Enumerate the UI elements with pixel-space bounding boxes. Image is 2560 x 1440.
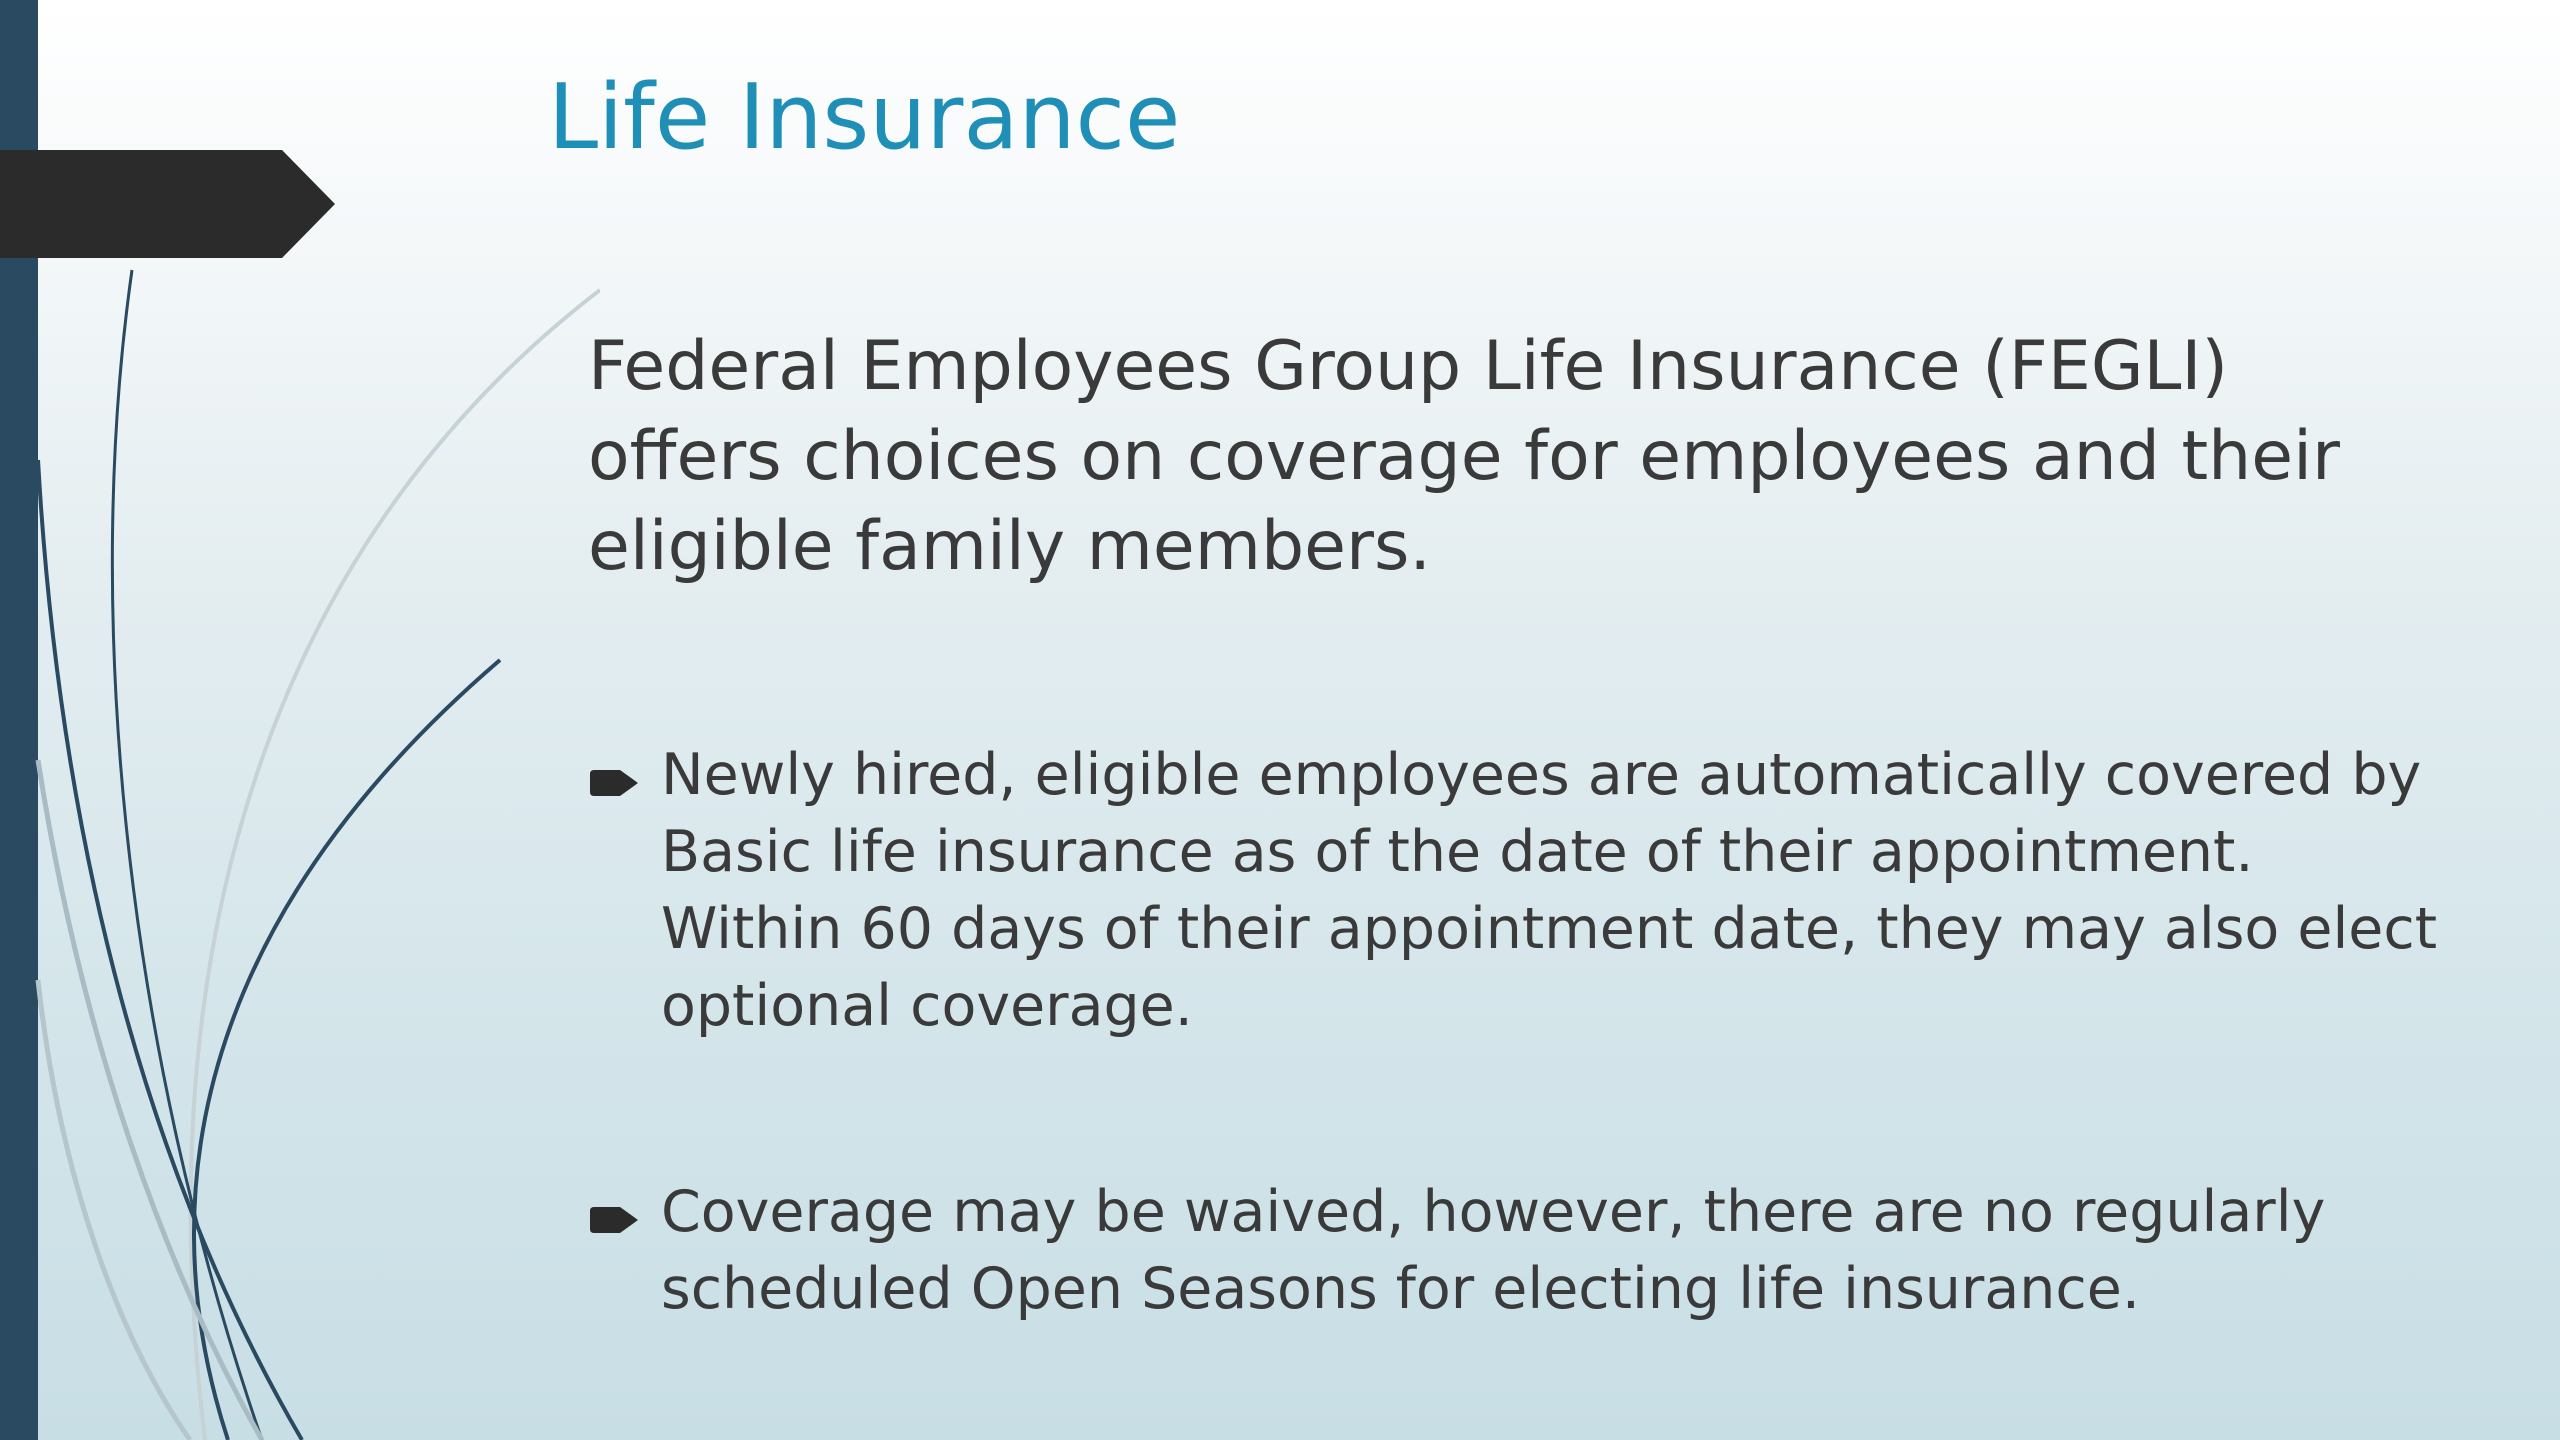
slide-title: Life Insurance	[548, 65, 1181, 170]
bullet-text: Newly hired, eligible employees are automatically covered by Basic life insurance as of the date of their appointment. Within 60 days of their appointment date, they may also elect optional coverage.	[661, 742, 2438, 1039]
title-arrow-tab	[0, 150, 340, 258]
bullet-item	[588, 1174, 2438, 1328]
bullet-item	[588, 737, 2438, 1045]
arrow-bullet-icon	[590, 767, 640, 799]
lead-paragraph: Federal Employees Group Life Insurance (FEGLI) offers choices on coverage for employees and their eligible family members.	[588, 327, 2340, 586]
arrow-bullet-icon	[590, 1204, 640, 1236]
slide-content	[588, 322, 2438, 1328]
bullet-text: Coverage may be waived, however, there are no regularly scheduled Open Seasons for electing life insurance.	[661, 1179, 2326, 1322]
